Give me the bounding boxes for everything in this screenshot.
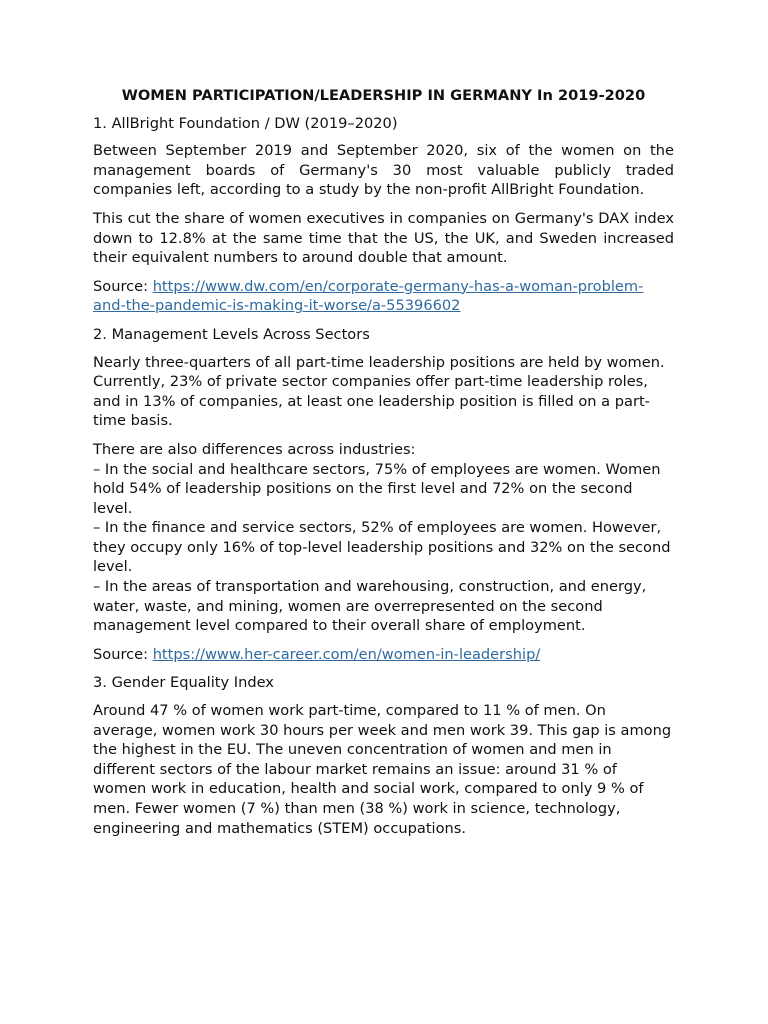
section-heading-gender-equality-index: 3. Gender Equality Index <box>93 674 274 692</box>
section-heading-management-levels: 2. Management Levels Across Sectors <box>93 325 370 343</box>
section-heading-allbright: 1. AllBright Foundation / DW (2019–2020) <box>93 114 398 132</box>
source-line-dw <box>93 277 674 316</box>
source-link-her-career[interactable]: https://www.her-career.com/en/women-in-leadership/ <box>152 645 541 663</box>
source-label: Source: <box>93 645 153 663</box>
source-line-her-career <box>93 645 674 665</box>
paragraph-management-levels: Nearly three-quarters of all part-time leadership positions are held by women. Currently, 23% of private sector companies offer part-time leadership roles, and in 13% of companies, at least one leadership position is filled on a part-time basis. <box>93 353 665 430</box>
document-page <box>93 86 674 847</box>
list-intro: There are also differences across industries: <box>93 440 416 458</box>
source-link-dw[interactable]: https://www.dw.com/en/corporate-germany-has-a-woman-problem-and-the-pandemic-is-making-it-worse/a-55396602 <box>93 277 644 315</box>
document-title: WOMEN PARTICIPATION/LEADERSHIP IN GERMANY In 2019-2020 <box>121 87 646 104</box>
list-item: – In the finance and service sectors, 52% of employees are women. However, they occupy only 16% of top-level leadership positions and 32% on the second level. <box>93 519 671 576</box>
list-item: – In the areas of transportation and warehousing, construction, and energy, water, waste, and mining, women are overrepresented on the second management level compared to their overall share of employment. <box>93 578 647 635</box>
paragraph-allbright-1: Between September 2019 and September 2020, six of the women on the management boards of Germany's 30 most valuable publicly traded companies left, according to a study by the non-profit AllBright Foundation. <box>93 142 674 199</box>
paragraph-allbright-2: This cut the share of women executives in companies on Germany's DAX index down to 12.8% at the same time that the US, the UK, and Sweden increased their equivalent numbers to around double that amount. <box>93 209 674 267</box>
paragraph-gender-equality-index: Around 47 % of women work part-time, compared to 11 % of men. On average, women work 30 hours per week and men work 39. This gap is among the highest in the EU. The uneven concentration of women and men in different sectors of the labour market remains an issue: around 31 % of women work in education, health and social work, compared to only 9 % of men. Fewer women (7 %) than men (38 %) work in science, technology, engineering and mathematics (STEM) occupations. <box>93 702 672 837</box>
source-label: Source: <box>93 277 153 295</box>
list-item: – In the social and healthcare sectors, 75% of employees are women. Women hold 54% of leadership positions on the first level and 72% on the second level. <box>93 460 661 517</box>
industry-differences-list <box>93 440 674 636</box>
